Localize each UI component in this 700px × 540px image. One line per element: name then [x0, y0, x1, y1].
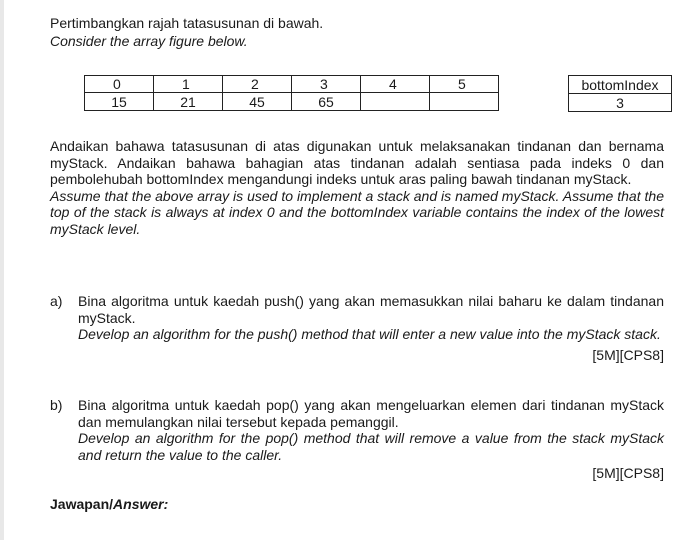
bottom-index-header: bottomIndex	[569, 76, 672, 94]
bottom-index-value: 3	[569, 94, 672, 112]
intro-text	[50, 14, 323, 50]
intro-english: Consider the array figure below.	[50, 33, 248, 49]
array-index-row	[85, 76, 499, 93]
array-value-cell: 45	[223, 93, 292, 111]
question-english: Develop an algorithm for the pop() method that will remove a value from the stack myStack and return the value to the caller.	[78, 430, 664, 463]
array-index-cell: 1	[154, 76, 223, 93]
array-value-cell	[361, 93, 430, 111]
question-b	[50, 397, 664, 482]
description-english: Assume that the above array is used to implement a stack and is named myStack. Assume that the top of the stack is always at index 0 and the bottomIndex variable contains the index of the lowest myStack level.	[50, 187, 664, 237]
bottom-index-box	[568, 75, 672, 112]
answer-english: Answer:	[113, 496, 169, 512]
problem-description	[50, 138, 664, 237]
answer-label	[50, 496, 168, 512]
question-malay: Bina algoritma untuk kaedah push() yang akan memasukkan nilai baharu ke dalam tindanan myStack.	[78, 293, 664, 326]
intro-malay: Pertimbangkan rajah tatasusunan di bawah.	[50, 15, 324, 31]
question-marks: [5M][CPS8]	[592, 346, 664, 363]
array-value-cell	[430, 93, 499, 111]
question-label: a)	[50, 293, 63, 309]
question-label: b)	[50, 397, 63, 413]
array-index-cell: 2	[223, 76, 292, 93]
array-index-cell: 0	[85, 76, 154, 93]
array-value-cell: 65	[292, 93, 361, 111]
array-value-cell: 15	[85, 93, 154, 111]
description-malay: Andaikan bahawa tatasusunan di atas digunakan untuk melaksanakan tindanan dan bernama myStack. Andaikan bahawa bahagian atas tindanan adalah sentiasa pada indeks 0 dan pembolehubah bottomIndex mengandungi indeks untuk aras paling bawah tindanan myStack.	[50, 138, 664, 187]
array-index-cell: 5	[430, 76, 499, 93]
question-english: Develop an algorithm for the push() method that will enter a new value into the myStack stack.	[78, 326, 661, 342]
array-index-cell: 3	[292, 76, 361, 93]
array-figure	[84, 75, 499, 111]
answer-malay: Jawapan/	[50, 496, 114, 512]
array-value-cell: 21	[154, 93, 223, 111]
question-marks: [5M][CPS8]	[592, 465, 664, 481]
question-malay: Bina algoritma untuk kaedah pop() yang akan mengeluarkan elemen dari tindanan myStack dan memulangkan nilai tersebut kepada pemanggil.	[78, 397, 664, 430]
question-a	[50, 293, 664, 363]
array-index-cell: 4	[361, 76, 430, 93]
array-value-row	[85, 93, 499, 111]
